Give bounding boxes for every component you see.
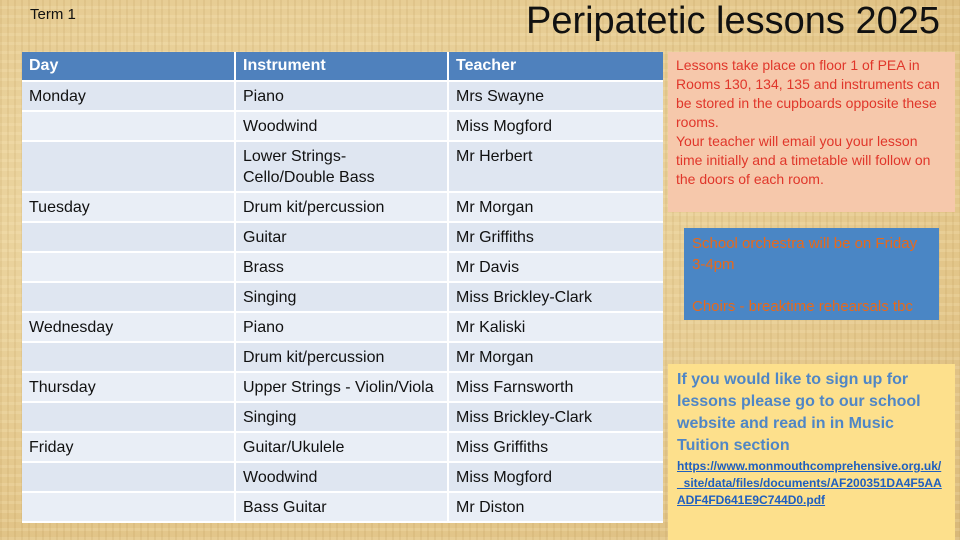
cell-day bbox=[22, 252, 235, 282]
table-row bbox=[22, 402, 663, 432]
cell-instrument: Drum kit/percussion bbox=[235, 342, 448, 372]
table-row bbox=[22, 312, 663, 342]
table-row bbox=[22, 222, 663, 252]
cell-teacher: Miss Farnsworth bbox=[448, 372, 663, 402]
cell-instrument: Lower Strings- Cello/Double Bass bbox=[235, 141, 448, 192]
cell-day bbox=[22, 111, 235, 141]
lesson-location-text: Lessons take place on floor 1 of PEA in Rooms 130, 134, 135 and instruments can be stored in the cupboards opposite these rooms. bbox=[676, 57, 940, 130]
cell-teacher: Mr Herbert bbox=[448, 141, 663, 192]
cell-teacher: Mr Griffiths bbox=[448, 222, 663, 252]
cell-instrument: Singing bbox=[235, 282, 448, 312]
cell-instrument: Drum kit/percussion bbox=[235, 192, 448, 222]
table-row bbox=[22, 342, 663, 372]
cell-instrument: Woodwind bbox=[235, 462, 448, 492]
column-header-day: Day bbox=[22, 52, 235, 81]
table-row bbox=[22, 432, 663, 462]
signup-note bbox=[668, 364, 955, 540]
cell-instrument: Woodwind bbox=[235, 111, 448, 141]
cell-day: Wednesday bbox=[22, 312, 235, 342]
table-row bbox=[22, 462, 663, 492]
table-row bbox=[22, 372, 663, 402]
cell-teacher: Mrs Swayne bbox=[448, 81, 663, 111]
cell-teacher: Miss Griffiths bbox=[448, 432, 663, 462]
cell-instrument: Piano bbox=[235, 81, 448, 111]
column-header-instrument: Instrument bbox=[235, 52, 448, 81]
cell-instrument: Piano bbox=[235, 312, 448, 342]
cell-day bbox=[22, 402, 235, 432]
cell-day: Thursday bbox=[22, 372, 235, 402]
table-body bbox=[22, 81, 663, 522]
cell-teacher: Miss Brickley-Clark bbox=[448, 402, 663, 432]
cell-teacher: Mr Davis bbox=[448, 252, 663, 282]
cell-teacher: Miss Brickley-Clark bbox=[448, 282, 663, 312]
cell-teacher: Mr Morgan bbox=[448, 342, 663, 372]
cell-teacher: Miss Mogford bbox=[448, 111, 663, 141]
cell-day bbox=[22, 282, 235, 312]
cell-instrument: Brass bbox=[235, 252, 448, 282]
cell-day: Monday bbox=[22, 81, 235, 111]
cell-instrument: Upper Strings - Violin/Viola bbox=[235, 372, 448, 402]
table-header-row bbox=[22, 52, 663, 81]
table-row bbox=[22, 252, 663, 282]
cell-instrument: Guitar/Ukulele bbox=[235, 432, 448, 462]
cell-teacher: Miss Mogford bbox=[448, 462, 663, 492]
cell-day: Tuesday bbox=[22, 192, 235, 222]
cell-instrument: Singing bbox=[235, 402, 448, 432]
music-tuition-link[interactable]: https://www.monmouthcomprehensive.org.uk/_site/data/files/documents/AF200351DA4F5AAADF4FD641E9C744D0.pdf bbox=[677, 459, 942, 507]
column-header-teacher: Teacher bbox=[448, 52, 663, 81]
lesson-timetable-text: Your teacher will email you your lesson time initially and a timetable will follow on the doors of each room. bbox=[676, 133, 931, 187]
cell-instrument: Guitar bbox=[235, 222, 448, 252]
orchestra-text: School orchestra will be on Friday 3-4pm bbox=[692, 235, 918, 273]
signup-message: If you would like to sign up for lessons please go to our school website and read in in Music Tuition section bbox=[677, 371, 921, 454]
page-title: Peripatetic lessons 2025 bbox=[525, 0, 940, 42]
table-row bbox=[22, 111, 663, 141]
cell-day bbox=[22, 342, 235, 372]
choirs-text: Choirs - breaktime rehearsals tbc bbox=[692, 298, 913, 315]
lesson-location-note bbox=[668, 52, 955, 212]
table-row bbox=[22, 492, 663, 522]
table-row bbox=[22, 81, 663, 111]
ensemble-note bbox=[684, 228, 939, 320]
table-row bbox=[22, 282, 663, 312]
lesson-schedule-table bbox=[22, 52, 663, 523]
cell-day bbox=[22, 492, 235, 522]
spacer bbox=[692, 275, 931, 296]
term-label: Term 1 bbox=[30, 6, 76, 23]
table-row bbox=[22, 192, 663, 222]
cell-day bbox=[22, 462, 235, 492]
cell-day: Friday bbox=[22, 432, 235, 462]
cell-teacher: Mr Morgan bbox=[448, 192, 663, 222]
cell-instrument: Bass Guitar bbox=[235, 492, 448, 522]
cell-teacher: Mr Diston bbox=[448, 492, 663, 522]
cell-day bbox=[22, 141, 235, 192]
cell-teacher: Mr Kaliski bbox=[448, 312, 663, 342]
table-row bbox=[22, 141, 663, 192]
cell-day bbox=[22, 222, 235, 252]
